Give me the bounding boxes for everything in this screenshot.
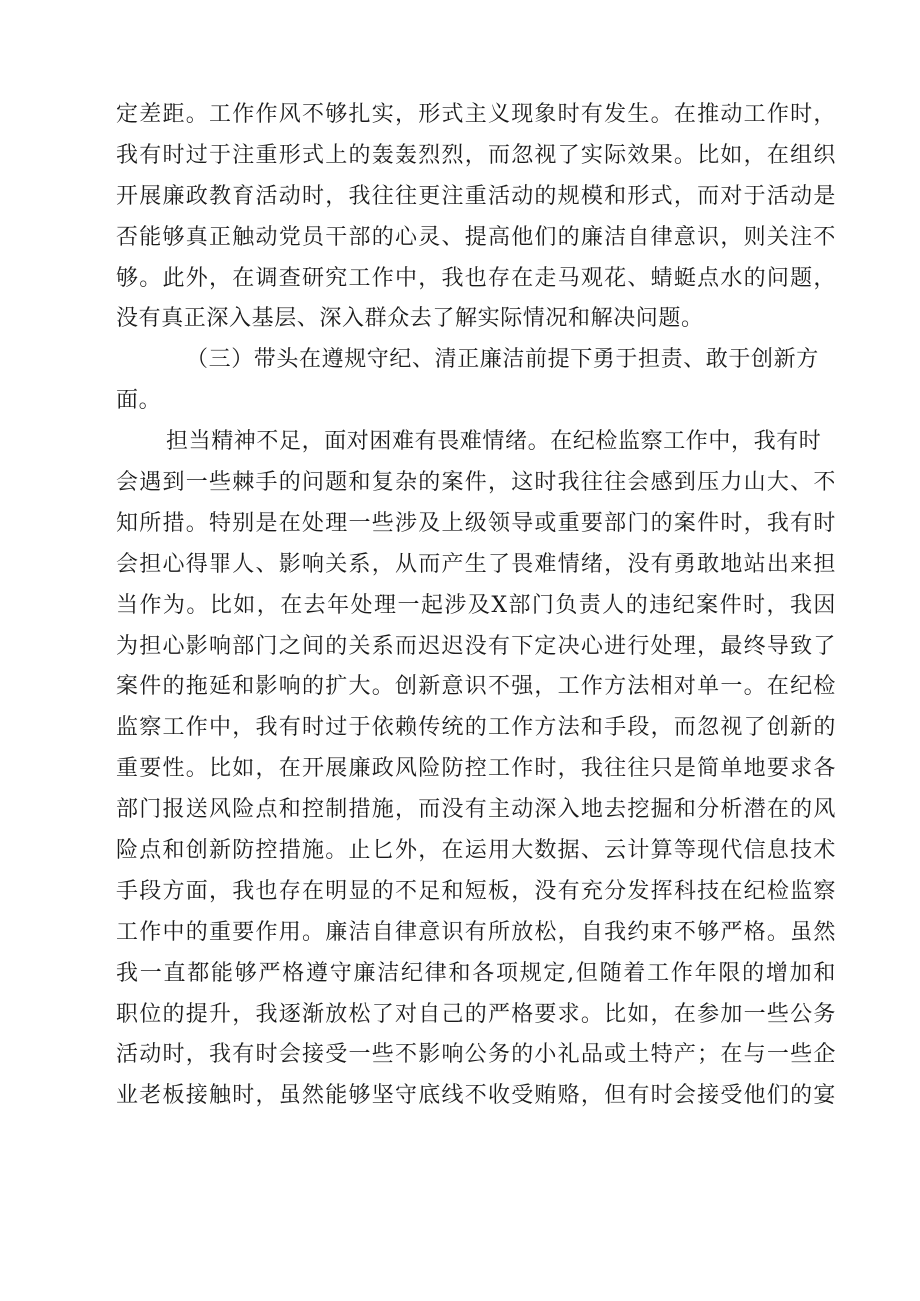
paragraph-line: 手段方面，我也存在明显的不足和短板，没有充分发挥科技在纪检监察 — [116, 878, 836, 904]
paragraph-line: 当作为。比如，在去年处理一起涉及X部门负责人的违纪案件时，我因 — [116, 592, 836, 618]
paragraph-line: 工作中的重要作用。廉洁自律意识有所放松，自我约束不够严格。虽然 — [116, 919, 836, 945]
paragraph-line: 定差距。工作作风不够扎实，形式主义现象时有发生。在推动工作时， — [116, 102, 836, 127]
paragraph-line: 担当精神不足，面对困难有畏难情绪。在纪检监察工作中，我有时 — [166, 429, 822, 455]
paragraph-line: 职位的提升，我逐渐放松了对自己的严格要求。比如，在参加一些公务 — [116, 1001, 836, 1027]
paragraph-line: 案件的拖延和影响的扩大。创新意识不强，工作方法相对单一。在纪检 — [116, 674, 836, 700]
paragraph-line: 会遇到一些棘手的问题和复杂的案件，这时我往往会感到压力山大、不 — [116, 470, 836, 496]
paragraph-line: 监察工作中，我有时过于依赖传统的工作方法和手段，而忽视了创新的 — [116, 715, 836, 741]
paragraph-line: 知所措。特别是在处理一些涉及上级领导或重要部门的案件时，我有时 — [116, 510, 836, 536]
paragraph-line: 为担心影响部门之间的关系而迟迟没有下定决心进行处理，最终导致了 — [116, 633, 836, 659]
paragraph-line: 险点和创新防控措施。止匕外，在运用大数据、云计算等现代信息技术 — [116, 838, 836, 864]
document-body — [116, 95, 836, 1117]
paragraph-line: 否能够真正触动党员干部的心灵、提高他们的廉洁自律意识，则关注不 — [116, 224, 836, 250]
paragraph-line: 会担心得罪人、影响关系，从而产生了畏难情绪，没有勇敢地站出来担 — [116, 551, 836, 577]
paragraph-line: 业老板接触时，虽然能够坚守底线不收受贿赂，但有时会接受他们的宴 — [116, 1083, 836, 1109]
paragraph-line: 够。此外，在调查研究工作中，我也存在走马观花、蜻蜓点水的问题， — [116, 265, 836, 291]
section-heading-line: 面。 — [116, 388, 162, 414]
paragraph-line: 我一直都能够严格遵守廉洁纪律和各项规定,但随着工作年限的增加和 — [116, 960, 836, 986]
paragraph-line: 开展廉政教育活动时，我往往更注重活动的规模和形式，而对于活动是 — [116, 183, 836, 209]
section-heading-line: （三）带头在遵规守纪、清正廉洁前提下勇于担责、敢于创新方 — [186, 347, 819, 373]
paragraph-line: 重要性。比如，在开展廉政风险防控工作时，我往往只是简单地要求各 — [116, 756, 836, 782]
paragraph-line: 没有真正深入基层、深入群众去了解实际情况和解决问题。 — [116, 306, 704, 332]
paragraph-line: 我有时过于注重形式上的轰轰烈烈，而忽视了实际效果。比如，在组织 — [116, 142, 836, 168]
paragraph-line: 部门报送风险点和控制措施，而没有主动深入地去挖掘和分析潜在的风 — [116, 797, 836, 823]
paragraph-line: 活动时，我有时会接受一些不影响公务的小礼品或土特产；在与一些企 — [116, 1042, 836, 1068]
